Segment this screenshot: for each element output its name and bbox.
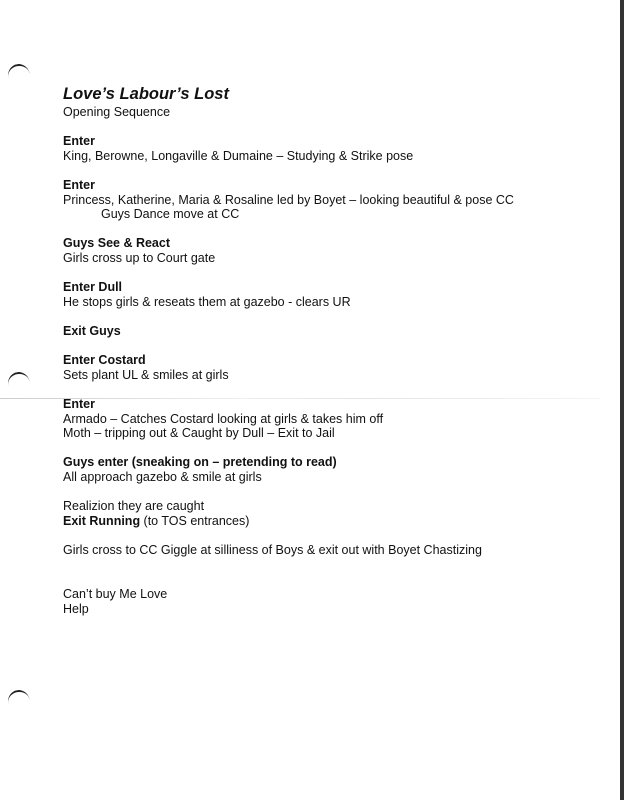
section-line: Princess, Katherine, Maria & Rosaline led by Boyet – looking beautiful & pose CC <box>63 193 514 207</box>
hole-punch-mark <box>6 62 32 89</box>
hole-punch-mark <box>6 688 32 715</box>
section-line: Sets plant UL & smiles at girls <box>63 368 229 382</box>
subtitle: Opening Sequence <box>63 105 171 119</box>
section-heading: Enter Costard <box>63 353 146 367</box>
section-heading: Guys See & React <box>63 236 170 250</box>
section-line: King, Berowne, Longaville & Dumaine – Studying & Strike pose <box>63 149 414 163</box>
scan-edge <box>620 0 624 800</box>
realization-line: Realizion they are caught <box>63 499 205 513</box>
song-item: Help <box>63 602 89 616</box>
girls-exit-line: Girls cross to CC Giggle at silliness of Boys & exit out with Boyet Chastizing <box>63 543 482 557</box>
section-heading: Enter <box>63 134 95 148</box>
section-line: Moth – tripping out & Caught by Dull – Exit to Jail <box>63 426 335 440</box>
hole-punch-mark <box>6 370 32 397</box>
section-heading: Exit Guys <box>63 324 121 338</box>
exit-running-rest: (to TOS entrances) <box>140 514 250 528</box>
exit-running-line <box>63 514 249 529</box>
section-line: Girls cross up to Court gate <box>63 251 216 265</box>
section-heading: Enter <box>63 397 95 411</box>
song-item: Can’t buy Me Love <box>63 587 168 601</box>
document-title: Love’s Labour’s Lost <box>63 85 229 103</box>
section-heading: Enter <box>63 178 95 192</box>
section-heading: Enter Dull <box>63 280 123 294</box>
section-line: All approach gazebo & smile at girls <box>63 470 262 484</box>
section-line: Armado – Catches Costard looking at girls & takes him off <box>63 412 384 426</box>
section-heading: Guys enter (sneaking on – pretending to read) <box>63 455 337 469</box>
section-line: He stops girls & reseats them at gazebo - clears UR <box>63 295 351 309</box>
exit-running-bold: Exit Running <box>63 514 141 528</box>
section-line-indented: Guys Dance move at CC <box>101 207 240 221</box>
